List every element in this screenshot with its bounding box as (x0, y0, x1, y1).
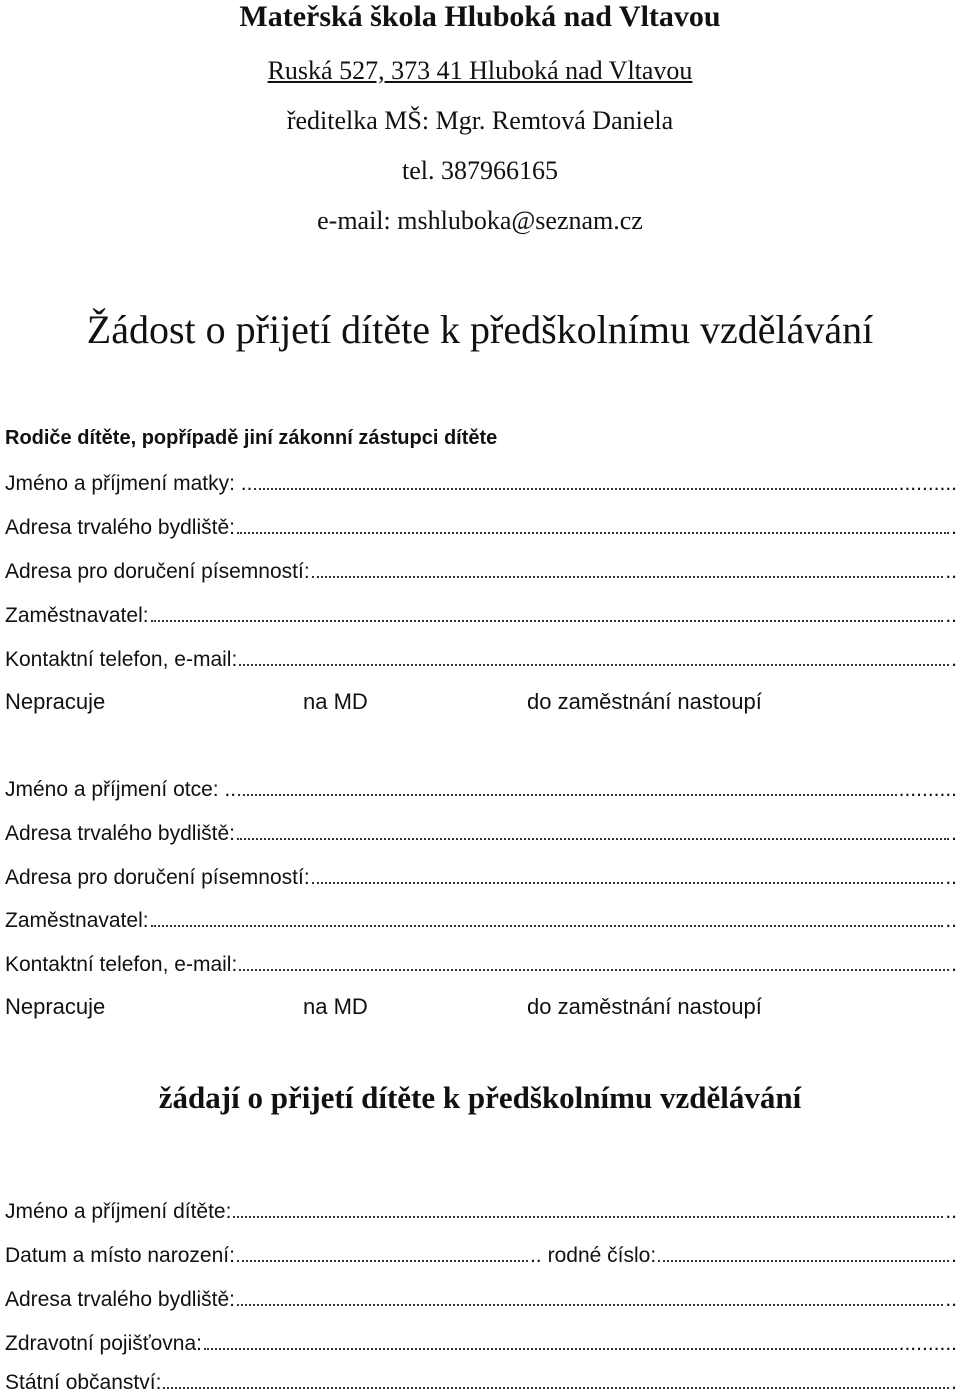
school-phone: tel. 387966165 (402, 156, 558, 185)
child-name-line[interactable] (233, 1198, 943, 1218)
mother-contact-tail: . (951, 648, 957, 671)
mother-employer-tail: .. (945, 604, 957, 627)
mother-delivery-label: Adresa pro doručení písemností: (5, 560, 310, 583)
mother-address-tail: . (951, 516, 957, 539)
mother-status-maternity[interactable]: na MD (303, 689, 368, 714)
child-insurance-label: Zdravotní pojišťovna: (5, 1332, 202, 1355)
father-status-maternity[interactable]: na MD (303, 994, 368, 1019)
father-delivery-line[interactable] (312, 864, 944, 884)
mother-employer-field[interactable] (5, 602, 957, 630)
mother-address-line[interactable] (237, 514, 949, 534)
child-birth-number-tail: . (951, 1244, 958, 1267)
mother-name-field[interactable] (5, 470, 957, 498)
child-address-field[interactable] (5, 1286, 957, 1314)
father-delivery-label: Adresa pro doručení písemností: (5, 866, 310, 889)
school-address: Ruská 527, 373 41 Hluboká nad Vltavou (267, 56, 693, 85)
child-address-label: Adresa trvalého bydliště: (5, 1288, 235, 1311)
mother-contact-label: Kontaktní telefon, e-mail: (5, 648, 238, 671)
mother-contact-field[interactable] (5, 646, 957, 674)
child-name-tail: .. (945, 1200, 957, 1223)
father-delivery-field[interactable] (5, 864, 957, 892)
father-address-tail: . (951, 822, 957, 845)
school-director: ředitelka MŠ: Mgr. Remtová Daniela (286, 106, 674, 135)
father-status-will-start-work[interactable]: do zaměstnání nastoupí (527, 994, 762, 1019)
child-insurance-line[interactable] (204, 1330, 897, 1350)
child-name-label: Jméno a příjmení dítěte: (5, 1200, 232, 1223)
father-name-line[interactable] (238, 776, 897, 796)
request-title: žádají o přijetí dítěte k předškolnímu vzdělávání (158, 1080, 802, 1115)
father-employer-field[interactable] (5, 907, 957, 935)
father-address-label: Adresa trvalého bydliště: (5, 822, 235, 845)
father-delivery-tail: .. (945, 866, 957, 889)
child-birth-number-label: rodné číslo: (547, 1244, 657, 1267)
mother-delivery-line[interactable] (312, 558, 944, 578)
mother-status-not-working[interactable]: Nepracuje (5, 689, 106, 714)
father-name-label: Jméno a příjmení otce: .. (5, 778, 237, 801)
parents-heading: Rodiče dítěte, popřípadě jiní zákonní zástupci dítěte (5, 427, 498, 449)
child-insurance-field[interactable] (5, 1330, 957, 1358)
child-insurance-tail: .......... (898, 1332, 957, 1355)
mother-address-label: Adresa trvalého bydliště: (5, 516, 235, 539)
child-address-tail: .. (945, 1288, 957, 1311)
child-birth-number-line[interactable] (658, 1242, 949, 1262)
child-name-field[interactable] (5, 1198, 957, 1226)
child-citizenship-label: Státní občanství: (5, 1371, 162, 1394)
mother-employer-line[interactable] (151, 602, 944, 622)
mother-address-field[interactable] (5, 514, 957, 542)
child-citizenship-line[interactable] (163, 1369, 949, 1389)
child-address-line[interactable] (237, 1286, 943, 1306)
child-birth-field[interactable] (5, 1242, 957, 1270)
father-address-field[interactable] (5, 820, 957, 848)
school-name: Mateřská škola Hluboká nad Vltavou (239, 0, 721, 33)
father-contact-label: Kontaktní telefon, e-mail: (5, 953, 238, 976)
school-email: e-mail: mshluboka@seznam.cz (317, 206, 643, 235)
father-status-not-working[interactable]: Nepracuje (5, 994, 106, 1019)
child-birth-line[interactable] (237, 1242, 528, 1262)
mother-contact-line[interactable] (239, 646, 949, 666)
mother-name-line[interactable] (254, 470, 896, 490)
father-name-field[interactable] (5, 776, 957, 804)
mother-delivery-tail: .. (945, 560, 957, 583)
page-title: Žádost o přijetí dítěte k předškolnímu vzdělávání (86, 307, 874, 352)
father-name-tail: .......... (898, 778, 957, 801)
father-contact-line[interactable] (239, 951, 949, 971)
mother-name-label: Jméno a příjmení matky: .. (5, 472, 253, 495)
child-citizenship-tail: . (951, 1371, 957, 1394)
father-contact-field[interactable] (5, 951, 957, 979)
father-employer-tail: .. (945, 909, 957, 932)
child-birth-tail: .. (529, 1244, 542, 1267)
mother-delivery-field[interactable] (5, 558, 957, 586)
child-citizenship-field[interactable] (5, 1369, 957, 1397)
father-employer-label: Zaměstnavatel: (5, 909, 149, 932)
mother-employer-label: Zaměstnavatel: (5, 604, 149, 627)
father-employer-line[interactable] (151, 907, 944, 927)
mother-name-tail: .......... (898, 472, 957, 495)
child-birth-label: Datum a místo narození: (5, 1244, 235, 1267)
father-contact-tail: . (951, 953, 957, 976)
mother-status-will-start-work[interactable]: do zaměstnání nastoupí (527, 689, 762, 714)
father-address-line[interactable] (237, 820, 949, 840)
